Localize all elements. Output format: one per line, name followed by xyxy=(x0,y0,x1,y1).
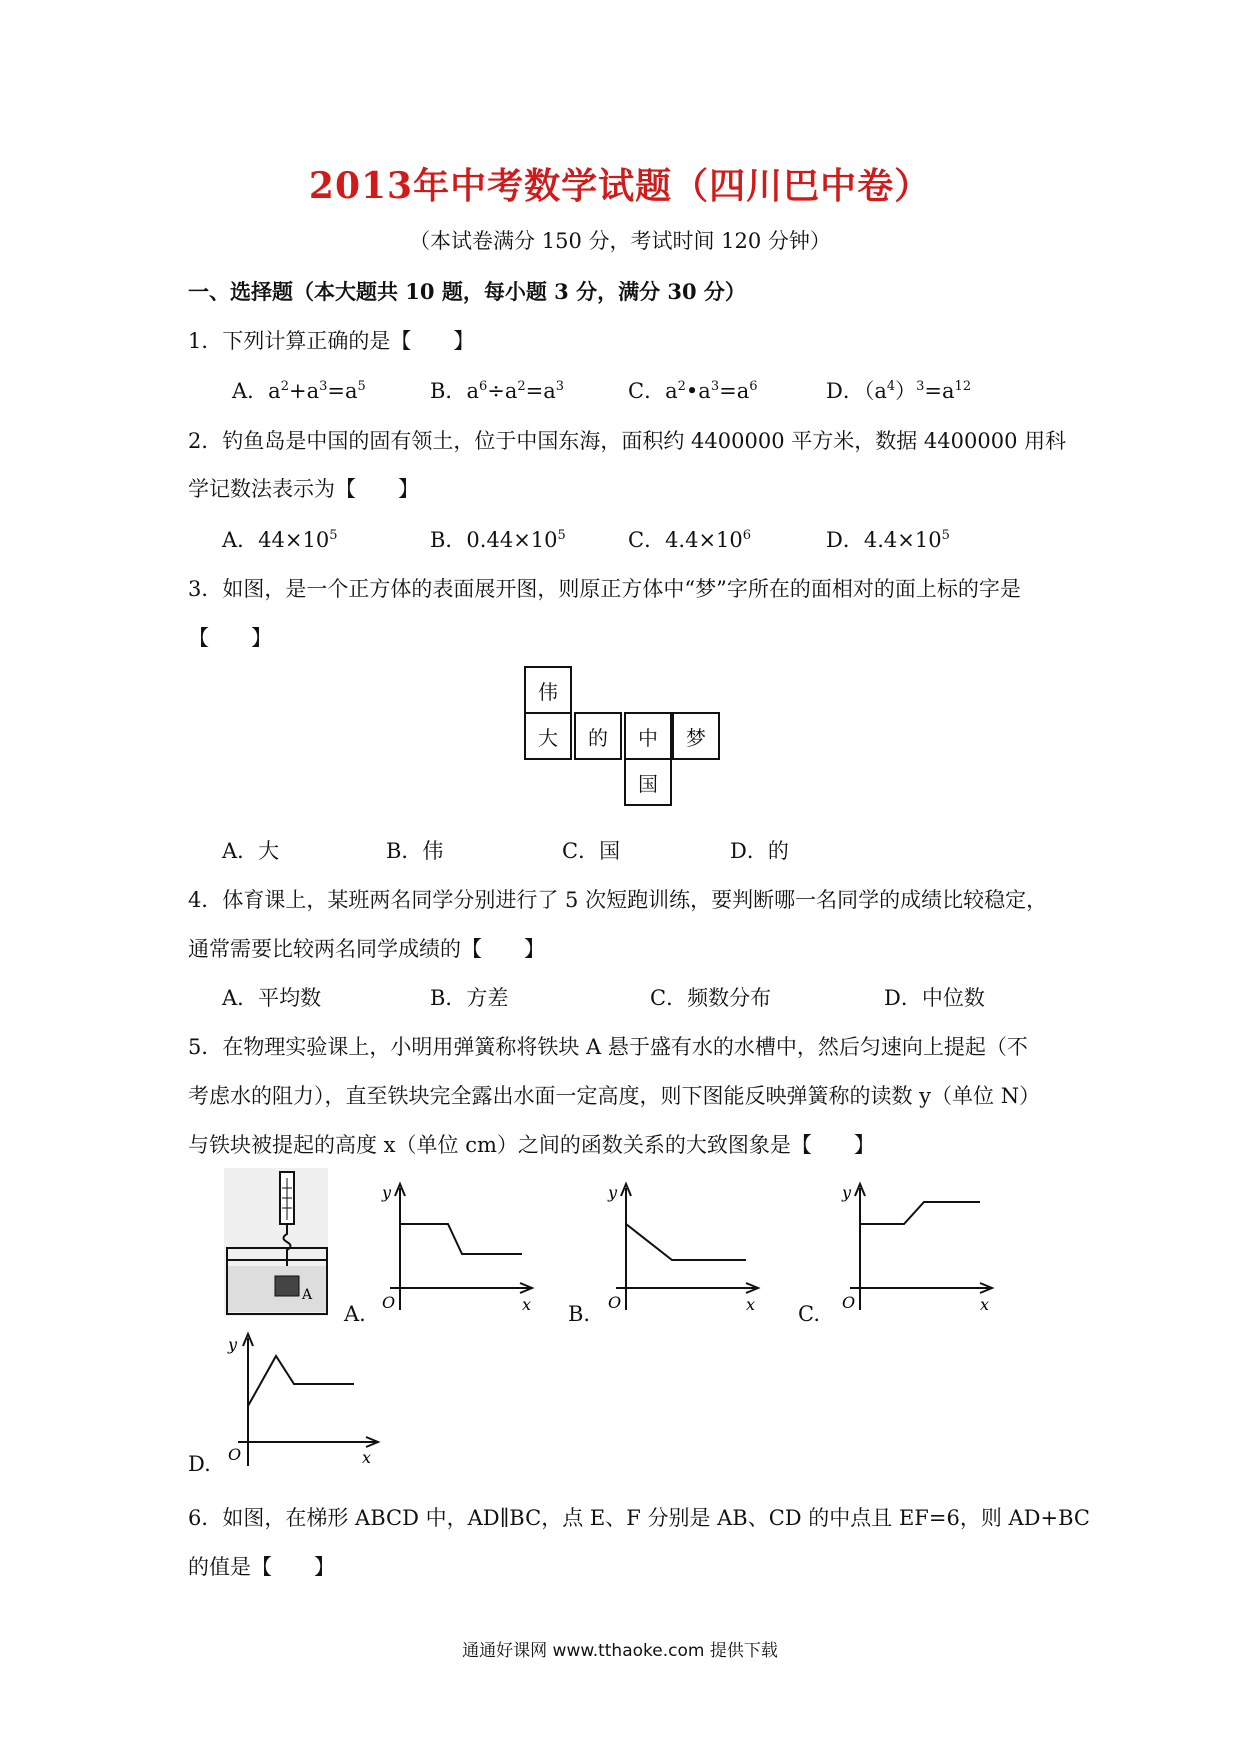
q5-graph-d xyxy=(218,1330,388,1470)
page-title: 2013年中考数学试题（四川巴中卷） xyxy=(308,165,932,207)
q1-option-b: B．$a^6\div a^2=a^3$ xyxy=(430,379,565,403)
question-3-line-2: 【 】 xyxy=(188,626,272,650)
graph-c-x-label: x xyxy=(980,1295,990,1314)
graph-b-y-label: y xyxy=(608,1183,618,1202)
net-face-bottom: 国 xyxy=(624,758,672,806)
q3-option-c: C．国 xyxy=(562,839,621,863)
footer-source: 通通好课网 www.tthaoke.com 提供下载 xyxy=(462,1641,778,1661)
q5-graph-a xyxy=(370,1180,540,1320)
graph-a-x-label: x xyxy=(522,1295,532,1314)
question-4-line-2: 通常需要比较两名同学成绩的【 】 xyxy=(188,937,545,961)
q2-option-a: A．$44\times 10^5$ xyxy=(222,528,338,552)
question-6-line-2: 的值是【 】 xyxy=(188,1555,335,1579)
q5-option-c: C. xyxy=(798,1302,820,1326)
net-face-3: 中 xyxy=(624,712,672,760)
graph-a-origin: O xyxy=(382,1293,396,1312)
q2-option-c: C．$4.4\times 10^6$ xyxy=(628,528,752,552)
q4-option-a: A．平均数 xyxy=(222,986,322,1010)
graph-d-x-label: x xyxy=(362,1448,372,1467)
question-2-line-2: 学记数法表示为【 】 xyxy=(188,477,419,501)
q4-option-c: C．频数分布 xyxy=(650,986,772,1010)
net-face-1: 大 xyxy=(524,712,572,760)
q4-option-b: B．方差 xyxy=(430,986,509,1010)
q4-option-d: D．中位数 xyxy=(884,986,985,1010)
question-5-line-2: 考虑水的阻力），直至铁块完全露出水面一定高度，则下图能反映弹簧称的读数 y（单位 N） xyxy=(188,1084,1041,1108)
q1-option-a: A．$a^2+a^3=a^5$ xyxy=(232,379,366,403)
graph-c-origin: O xyxy=(842,1293,856,1312)
net-face-top: 伟 xyxy=(524,666,572,714)
q5-graph-b xyxy=(596,1180,766,1320)
question-5-line-3: 与铁块被提起的高度 x（单位 cm）之间的函数关系的大致图象是【 】 xyxy=(188,1133,875,1157)
q2-option-b: B．$0.44\times 10^5$ xyxy=(430,528,566,552)
net-face-4: 梦 xyxy=(672,712,720,760)
net-face-2: 的 xyxy=(574,712,622,760)
spring-scale-apparatus-figure xyxy=(222,1168,352,1318)
question-3-line-1: 3．如图，是一个正方体的表面展开图，则原正方体中“梦”字所在的面相对的面上标的字是 xyxy=(188,577,1021,601)
q5-option-a: A. xyxy=(344,1302,366,1326)
q1-option-c: C．$a^2•a^3=a^6$ xyxy=(628,379,758,403)
graph-b-x-label: x xyxy=(746,1295,756,1314)
q3-option-a: A．大 xyxy=(222,839,280,863)
exam-info: （本试卷满分 150 分，考试时间 120 分钟） xyxy=(409,229,831,253)
question-5-line-1: 5．在物理实验课上，小明用弹簧称将铁块 A 悬于盛有水的水槽中，然后匀速向上提起（不 xyxy=(188,1035,1028,1059)
question-6-line-1: 6．如图，在梯形 ABCD 中，AD∥BC，点 E、F 分别是 AB、CD 的中点且 EF=6，则 AD+BC xyxy=(188,1506,1090,1530)
q3-option-d: D．的 xyxy=(730,839,789,863)
q2-option-d: D．$4.4\times 10^5$ xyxy=(826,528,950,552)
q5-graph-c xyxy=(830,1180,1000,1320)
section-heading: 一、选择题（本大题共 10 题，每小题 3 分，满分 30 分） xyxy=(188,279,746,304)
question-2-line-1: 2．钓鱼岛是中国的固有领土，位于中国东海，面积约 4400000 平方米，数据 4400000 用科 xyxy=(188,429,1067,453)
graph-d-y-label: y xyxy=(228,1335,238,1354)
q5-option-d: D. xyxy=(188,1452,211,1476)
graph-b-origin: O xyxy=(608,1293,622,1312)
question-4-line-1: 4．体育课上，某班两名同学分别进行了 5 次短跑训练，要判断哪一名同学的成绩比较稳定， xyxy=(188,888,1048,912)
iron-block-label: A xyxy=(302,1287,313,1303)
graph-a-y-label: y xyxy=(382,1183,392,1202)
graph-d-origin: O xyxy=(228,1445,242,1464)
q5-option-b: B. xyxy=(568,1302,591,1326)
q1-option-d: D．$(a^4)^3=a^{12}$ xyxy=(826,379,972,403)
q3-option-b: B．伟 xyxy=(386,839,444,863)
graph-c-y-label: y xyxy=(842,1183,852,1202)
question-1-stem: 1．下列计算正确的是【 】 xyxy=(188,329,475,353)
